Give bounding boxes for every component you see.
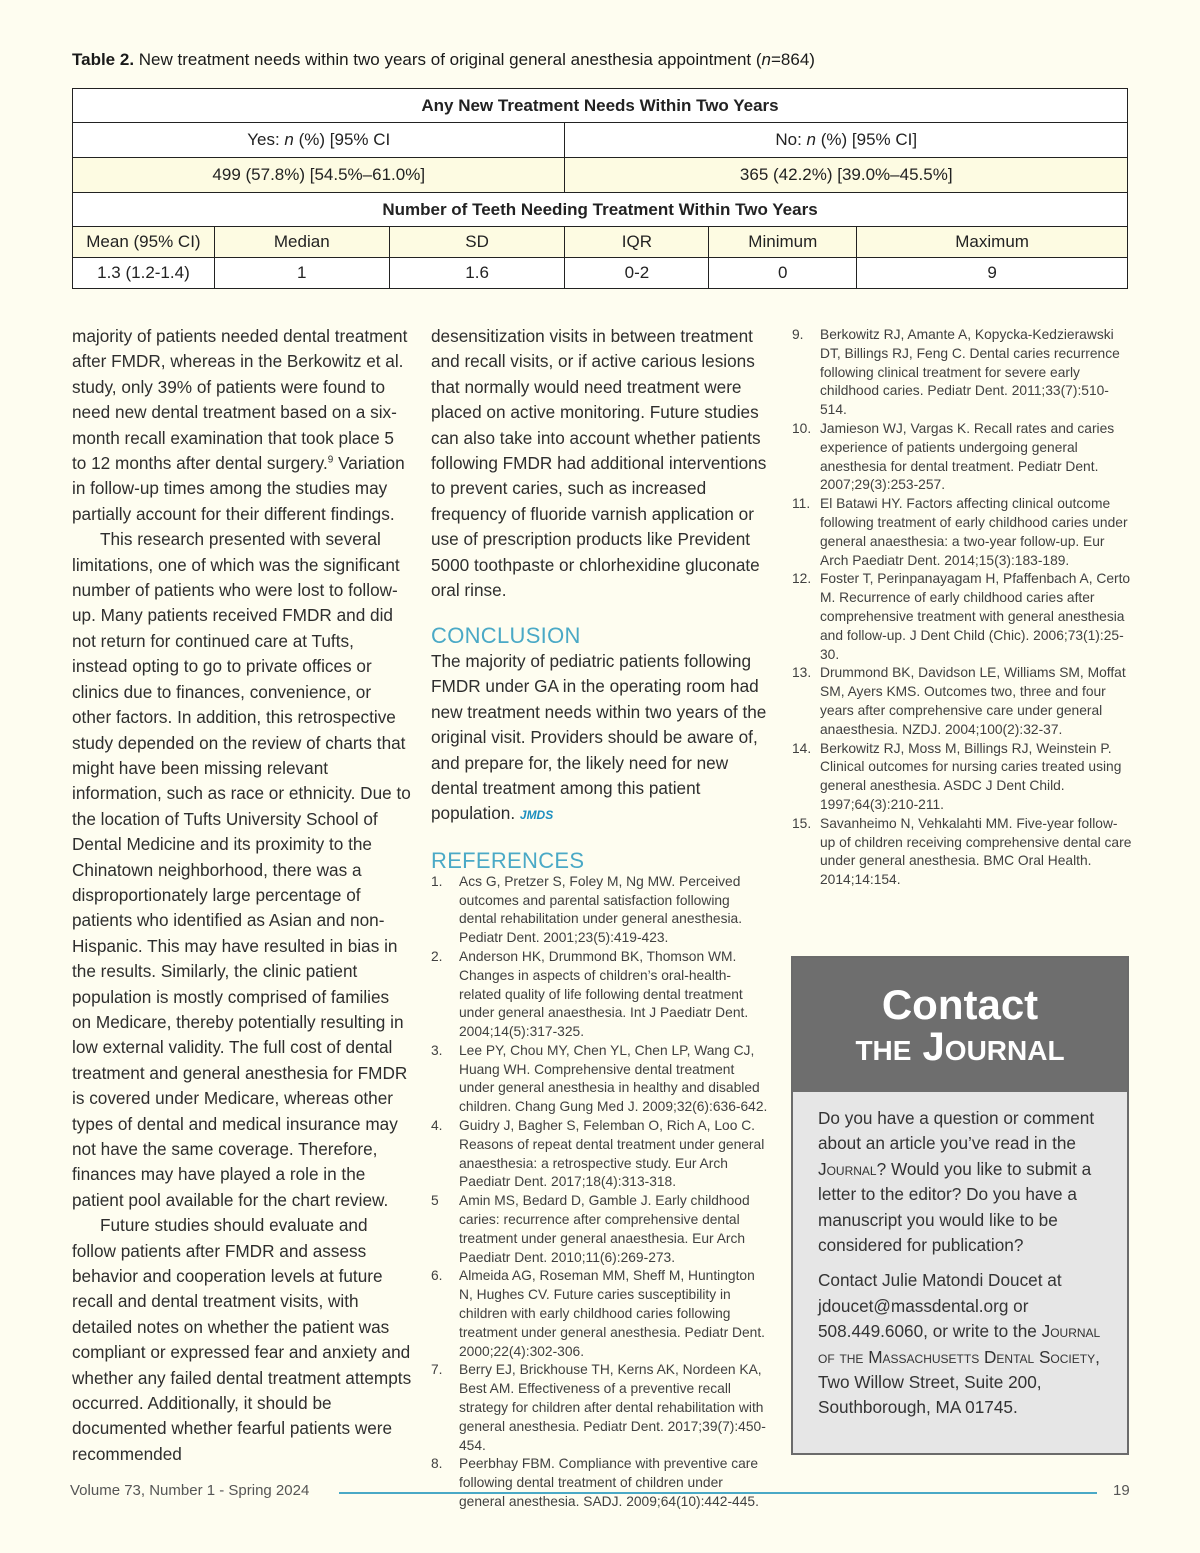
reference-text: Lee PY, Chou MY, Chen YL, Chen LP, Wang CJ, Huang WH. Comprehensive dental treatment under general anesthesia in healthy and disabled children. Chang Gung Med J. 2009;32(6):636-642. [459, 1042, 768, 1115]
stat-header-sd: SD [389, 227, 565, 258]
stat-header-mean: Mean (95% CI) [73, 227, 215, 258]
caption-text: New treatment needs within two years of original general anesthesia appointment ( [138, 50, 762, 69]
reference-list [431, 873, 771, 1512]
reference-number: 15. [792, 815, 812, 831]
contact-journal-box [791, 956, 1129, 1455]
reference-item [431, 1117, 771, 1192]
contact-box-body [793, 1092, 1127, 1421]
reference-number: 6. [431, 1268, 443, 1284]
reference-number: 2. [431, 948, 443, 964]
contact-title-line1: Contact [881, 981, 1039, 1028]
reference-item [431, 1267, 771, 1361]
citation-superscript: 9 [327, 454, 334, 466]
reference-number: 3. [431, 1042, 443, 1058]
reference-item [792, 420, 1132, 495]
paragraph-future-studies: Future studies should evaluate and follow patients after FMDR and assess behavior and cooperation levels at future recall and dental treatment visits, with detailed notes on whether the patient was compliant or expressed fear and anxiety and whether any failed dental treatment attempts occurred. Additionally, it should be documented whether fearful patients were recommended [72, 1215, 412, 1464]
reference-text: Peerbhay FBM. Compliance with preventive care following dental treatment of children under general anesthesia. SADJ. 2009;64(10):442-445. [459, 1456, 759, 1510]
conclusion-heading: CONCLUSION [431, 623, 581, 649]
contact-info-text: Contact Julie Matondi Doucet at jdoucet@massdental.org or 508.449.6060, or write to the Journal of the Massachusetts Dental Society, Two Willow Street, Suite 200, Southborough, MA 01745. [818, 1270, 1101, 1418]
stat-header-median: Median [214, 227, 389, 258]
reference-text: Acs G, Pretzer S, Foley M, Ng MW. Perceived outcomes and parental satisfaction following dental rehabilitation under general anesthesia. Pediatr Dent. 2001;23(5):419-423. [459, 873, 743, 946]
paragraph-limitations: This research presented with several limitations, one of which was the significant number of patients who were lost to follow-up. Many patients received FMDR and did not return for continued care at Tufts, instead opting to go to private offices or clinics due to finances, convenience, or other factors. In addition, this retrospective study depended on the review of charts that might have been missing relevant information, such as race or ethnicity. Due to the location of Tufts University School of Dental Medicine and its proximity to the Chinatown neighborhood, there was a disproportionately large percentage of patients who identified as Asian and non-Hispanic. This may have resulted in bias in the results. Similarly, the clinic patient population is mostly comprised of families on Medicare, thereby potentially resulting in low external validity. The full cost of dental treatment and general anesthesia for FMDR is covered under Medicare, whereas other types of dental and medical insurance may not have the same coverage. Therefore, finances may have played a role in the patient pool available for the chart review. [72, 529, 411, 1210]
body-column-3 [792, 326, 1132, 890]
reference-text: Jamieson WJ, Vargas K. Recall rates and caries experience of patients undergoing general anesthesia for dental treatment. Pediatr Dent. 2007;29(3):253-257. [820, 420, 1115, 493]
stat-value-mean: 1.3 (1.2-1.4) [73, 258, 215, 289]
reference-item [431, 1361, 771, 1455]
stat-header-minimum: Minimum [709, 227, 857, 258]
reference-item [431, 873, 771, 948]
footer-rule [339, 1492, 1097, 1494]
references-heading: REFERENCES [431, 847, 585, 873]
footer-issue: Volume 73, Number 1 - Spring 2024 [70, 1482, 310, 1499]
reference-number: 5 [431, 1193, 439, 1209]
reference-text: Guidry J, Bagher S, Felemban O, Rich A, Loo C. Reasons of repeat dental treatment under general anaesthesia: a retrospective study. Eur Arch Paediatr Dent. 2017;18(4):313-318. [459, 1118, 765, 1190]
reference-item [431, 1042, 771, 1117]
yes-column-header: Yes: n (%) [95% CI [73, 123, 565, 158]
reference-text: Anderson HK, Drummond BK, Thomson WM. Changes in aspects of children’s oral-health-related quality of life following dental treatment under general anaesthesia. Int J Paediatr Dent. 2004;14(5):317-325. [459, 948, 749, 1040]
reference-list-continued [792, 326, 1132, 890]
body-column-2 [431, 324, 771, 1512]
caption-text-end: =864) [770, 50, 815, 69]
table-caption [72, 50, 1132, 70]
table-header-teeth: Number of Teeth Needing Treatment Within Two Years [73, 193, 1128, 227]
reference-text: El Batawi HY. Factors affecting clinical outcome following treatment of early childhood caries under general anaesthesia: a two-year follow-up. Eur Arch Paediatr Dent. 2014;15(3):183-189. [820, 496, 1128, 568]
reference-text: Amin MS, Bedard D, Gamble J. Early childhood caries: recurrence after comprehensive dental treatment under general anaesthesia. Eur Arch Paediatr Dent. 2010;11(6):269-273. [459, 1193, 750, 1265]
reference-text: Foster T, Perinpanayagam H, Pfaffenbach A, Certo M. Recurrence of early childhood caries after comprehensive treatment with general anesthesia and follow-up. J Dent Child (Chic). 2006;73(1):25-30. [820, 571, 1131, 662]
reference-number: 7. [431, 1362, 443, 1378]
reference-item [792, 326, 1132, 420]
no-value-cell: 365 (42.2%) [39.0%–45.5%] [565, 158, 1128, 193]
treatment-needs-table [72, 88, 1128, 289]
reference-item [792, 495, 1132, 570]
paragraph: desensitization visits in between treatment and recall visits, or if active carious lesions that normally would need treatment were placed on active monitoring. Future studies can also take into account whether patients following FMDR had additional interventions to prevent caries, such as increased frequency of fluoride varnish application or use of prescription products like Prevident 5000 toothpaste or chlorhexidine gluconate oral rinse. [431, 326, 767, 601]
paragraph: majority of patients needed dental treatment after FMDR, whereas in the Berkowitz et al. study, only 39% of patients were found to need new dental treatment based on a six-month recall examination that took place 5 to 12 months after dental surgery.$^9$ Variation in follow-up times among the studies may partially account for their different findings. [72, 326, 408, 524]
reference-number: 4. [431, 1118, 443, 1134]
stat-value-maximum: 9 [857, 258, 1128, 289]
caption-n: n [761, 50, 771, 69]
reference-item [792, 740, 1132, 815]
page-number: 19 [1113, 1482, 1130, 1499]
stat-value-iqr: 0-2 [565, 258, 709, 289]
reference-number: 10. [792, 420, 812, 436]
reference-number: 13. [792, 665, 812, 681]
body-column-1 [72, 324, 412, 1467]
reference-item [431, 1455, 771, 1511]
reference-text: Berry EJ, Brickhouse TH, Kerns AK, Nordeen KA, Best AM. Effectiveness of a preventive recall strategy for children after dental rehabilitation with general anesthesia. Pediatr Dent. 2017;39(7):450-454. [459, 1362, 766, 1453]
reference-item [792, 815, 1132, 890]
contact-title-line2: the Journal [855, 1025, 1065, 1069]
reference-number: 1. [431, 873, 443, 889]
yes-value-cell: 499 (57.8%) [54.5%–61.0%] [73, 158, 565, 193]
reference-item [431, 948, 771, 1042]
stat-value-median: 1 [214, 258, 389, 289]
reference-item [792, 664, 1132, 739]
reference-text: Berkowitz RJ, Amante A, Kopycka-Kedzierawski DT, Billings RJ, Feng C. Dental caries recurrence following clinical treatment for severe early childhood caries. Pediatr Dent. 2011;33(7):510-514. [820, 327, 1120, 418]
reference-number: 8. [431, 1456, 443, 1472]
reference-item [431, 1192, 771, 1267]
conclusion-paragraph: The majority of pediatric patients following FMDR under GA in the operating room had new treatment needs within two years of the original visit. Providers should be aware of, and prepare for, the likely need for new dental treatment among this patient population. JMDS [431, 650, 767, 824]
reference-number: 12. [792, 571, 812, 587]
contact-question-text: Do you have a question or comment about an article you’ve read in the Journal? Would you like to submit a letter to the editor? Do you have a manuscript you would like to be considered for publication? [818, 1108, 1095, 1256]
reference-number: 9. [792, 327, 804, 342]
table-label: Table 2. [72, 50, 135, 69]
stat-value-sd: 1.6 [389, 258, 565, 289]
stat-value-minimum: 0 [709, 258, 857, 289]
stat-header-maximum: Maximum [857, 227, 1128, 258]
reference-text: Savanheimo N, Vehkalahti MM. Five-year follow-up of children receiving comprehensive dental care under general anesthesia. BMC Oral Health. 2014;14:154. [820, 815, 1132, 888]
reference-item [792, 570, 1132, 664]
table-header-any-new: Any New Treatment Needs Within Two Years [73, 89, 1128, 123]
reference-text: Drummond BK, Davidson LE, Williams SM, Moffat SM, Ayers KMS. Outcomes two, three and four years after comprehensive care under general anaesthesia. NZDJ. 2004;100(2):32-37. [820, 665, 1126, 737]
reference-text: Almeida AG, Roseman MM, Sheff M, Huntington N, Hughes CV. Future caries susceptibility in children with early childhood caries following treatment under general anesthesia. Pediatr Dent. 2000;22(4):302-306. [459, 1268, 766, 1359]
no-column-header: No: n (%) [95% CI] [565, 123, 1128, 158]
reference-number: 14. [792, 740, 812, 756]
jmds-end-mark: JMDS [519, 808, 554, 823]
contact-box-header [793, 958, 1127, 1092]
reference-text: Berkowitz RJ, Moss M, Billings RJ, Weinstein P. Clinical outcomes for nursing caries treated using general anesthesia. ASDC J Dent Child. 1997;64(3):210-211. [820, 740, 1122, 812]
stat-header-iqr: IQR [565, 227, 709, 258]
reference-number: 11. [792, 496, 811, 512]
